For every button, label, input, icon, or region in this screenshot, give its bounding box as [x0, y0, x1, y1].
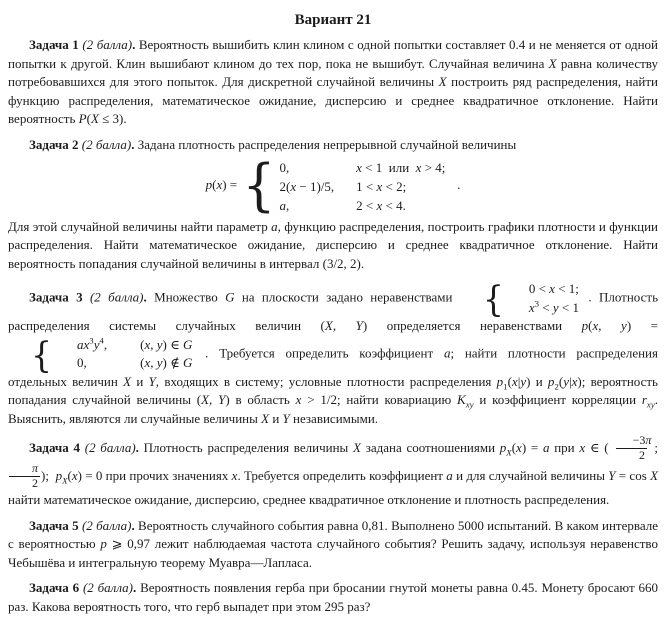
- problem-5-paragraph-1: [8, 517, 658, 573]
- text-run: > 1/2; найти ковариацию: [301, 392, 458, 408]
- text-run: x: [71, 468, 78, 484]
- text-run: ax: [77, 336, 90, 352]
- text-run: < 1: [558, 299, 579, 315]
- text-run: Задача 5: [29, 517, 82, 533]
- cases-cell: [508, 299, 579, 317]
- text-run: ) и: [526, 373, 548, 389]
- cases-rows: [279, 158, 445, 215]
- fraction-numerator: [9, 462, 40, 475]
- text-run: X: [62, 475, 68, 486]
- cases-rows: [56, 336, 192, 373]
- text-run: y: [563, 373, 569, 389]
- text-run: ≤ 3).: [98, 111, 127, 127]
- text-run: 2 <: [356, 197, 377, 213]
- text-run: X: [353, 440, 361, 456]
- text-run: G: [183, 355, 193, 371]
- text-run: xy: [465, 399, 474, 410]
- cases-cell: [356, 177, 445, 196]
- text-run: ) =: [521, 440, 543, 456]
- text-run: ) =: [222, 177, 241, 193]
- text-run: π: [32, 461, 39, 476]
- text-run: < 1;: [554, 281, 579, 297]
- text-run: .: [132, 580, 137, 596]
- text-run: 2: [554, 381, 559, 392]
- text-run: 3: [534, 298, 540, 309]
- text-run: 4: [99, 335, 104, 346]
- text-run: x: [549, 281, 555, 297]
- text-run: Задача 3: [29, 289, 90, 305]
- text-run: равна количеству потребовавшихся для этого попыток. Для дискретной случайной величины: [8, 55, 658, 90]
- text-run: (: [86, 111, 91, 127]
- text-run: .: [131, 136, 135, 152]
- text-run: Задача 6: [29, 580, 83, 596]
- text-run: x: [290, 178, 297, 194]
- text-run: r: [641, 392, 647, 408]
- text-run: X: [438, 74, 447, 90]
- text-run: X, Y: [324, 318, 363, 334]
- cases-cell: [356, 196, 445, 215]
- text-run: p: [100, 536, 107, 552]
- text-run: X: [548, 55, 557, 71]
- text-run: x: [216, 177, 223, 193]
- cases-cell: [279, 196, 334, 215]
- text-run: (: [212, 177, 217, 193]
- text-run: x: [516, 440, 522, 456]
- text-run: x, y: [144, 355, 163, 371]
- text-run: ,: [103, 336, 108, 352]
- text-run: x, y: [592, 318, 627, 334]
- text-run: .: [447, 177, 461, 193]
- text-run: Плотность распределения величины: [138, 440, 354, 456]
- text-run: π: [645, 433, 652, 448]
- text-run: , функцию распределения, построить графики плотности и функции распределения. Найти математическое ожидание, дисперсию и среднее квадратичное отклонение. Найти вероятность попадания случайной величины в интервал (3/2, 2).: [8, 218, 659, 271]
- text-run: Вероятность вышибить клин клином с одной попытки составляет 0.4 и не меняется от одной попытки к другой. Клин вышибают клином до тех пор, пока не вышибут. Случайная величина: [8, 37, 658, 71]
- text-run: <: [539, 299, 553, 315]
- text-run: Y: [608, 468, 616, 484]
- cases-cell: [119, 354, 192, 372]
- text-run: );: [41, 468, 56, 484]
- text-run: ) =: [626, 318, 658, 334]
- text-run: X, Y: [201, 392, 226, 408]
- text-run: x: [571, 373, 578, 389]
- text-run: G: [225, 289, 235, 305]
- text-run: Вероятность появления герба при бросании гнутой монеты равна 0.45. Монету бросают 660 раз. Какова вероятность того, что герб выпадет при этом 295 раз?: [8, 580, 658, 615]
- left-brace-icon: {: [482, 277, 504, 320]
- text-run: Задача 1: [29, 37, 83, 52]
- text-run: x: [511, 373, 518, 389]
- text-run: Y: [282, 410, 290, 426]
- text-run: 0 <: [528, 281, 550, 297]
- text-run: . Требуется определить коэффициент: [194, 345, 444, 361]
- text-run: . Требуется определить коэффициент: [237, 468, 447, 484]
- equation: [205, 153, 461, 219]
- text-run: p: [205, 177, 213, 193]
- text-run: y: [520, 373, 527, 389]
- text-run: y: [552, 299, 559, 315]
- text-run: ⩾ 0,97 лежит наблюдаемая частота случайного события? Решить задачу, используя неравенство Чебышёва и интегральную теорему Муавра—Лапласа.: [8, 536, 658, 570]
- text-run: (2 балла): [89, 289, 144, 305]
- problem-3-paragraph-1: [8, 277, 659, 428]
- text-run: ;: [654, 440, 658, 456]
- text-run: 2: [32, 475, 38, 490]
- text-run: 2: [638, 447, 645, 462]
- text-run: |: [568, 373, 572, 389]
- text-run: .: [132, 37, 136, 52]
- text-run: a: [443, 345, 451, 361]
- text-run: (2 балла): [81, 517, 132, 533]
- problem-2-paragraph-3: [8, 218, 658, 274]
- text-run: ) ∈: [162, 336, 183, 352]
- text-run: P: [78, 111, 87, 127]
- problem-4-paragraph-1: [8, 435, 658, 509]
- document-title: Вариант 21: [294, 12, 372, 28]
- text-run: < 2;: [382, 178, 407, 194]
- text-run: x: [376, 178, 383, 194]
- text-run: x: [295, 392, 302, 408]
- text-run: задана соотношениями: [360, 440, 500, 456]
- fraction-denominator: [9, 476, 40, 490]
- cases-block: [462, 277, 579, 320]
- fraction-denominator: [616, 448, 647, 462]
- text-run: > 4;: [421, 159, 446, 175]
- text-run: и для случайной величины: [452, 468, 609, 484]
- text-run: найти математическое ожидание, дисперсию, среднее квадратичное отклонение и плотность распределения.: [8, 492, 610, 508]
- text-run: Y: [148, 373, 156, 389]
- text-run: Множество: [146, 289, 226, 305]
- cases-cell: [119, 336, 192, 354]
- text-run: Вероятность случайного события равна 0,81. Выполнено 5000 испытаний. В каком интервале с вероятностью: [8, 517, 658, 552]
- text-run: G: [183, 336, 193, 352]
- text-run: и: [131, 373, 149, 389]
- problem-1-paragraph-1: [8, 36, 658, 129]
- cases-cell: [56, 354, 107, 372]
- text-run: p: [581, 318, 589, 334]
- text-run: X: [650, 468, 659, 484]
- text-run: X: [123, 373, 132, 389]
- text-run: x, y: [144, 336, 163, 352]
- cases-cell: [356, 158, 445, 177]
- text-run: p: [496, 373, 504, 389]
- text-run: x: [528, 299, 535, 315]
- text-run: p: [499, 440, 507, 456]
- text-run: Задана плотность распределения непрерывной случайной величины: [134, 136, 517, 152]
- text-run: (: [588, 318, 593, 334]
- text-run: ,: [285, 197, 290, 213]
- text-run: Задача 4: [29, 440, 85, 456]
- cases-cell: [279, 177, 334, 196]
- text-run: ) ∉: [162, 355, 183, 371]
- text-run: x: [579, 440, 586, 456]
- text-run: (: [507, 373, 512, 389]
- text-run: 1: [503, 381, 508, 392]
- text-run: p: [547, 373, 555, 389]
- text-run: ∈ (: [585, 440, 609, 456]
- text-run: p: [55, 468, 63, 484]
- text-run: − 1)/5,: [296, 178, 335, 194]
- text-run: 2(: [279, 178, 291, 194]
- fraction: [610, 434, 654, 462]
- text-run: (2 балла): [84, 440, 136, 456]
- left-brace-icon: {: [31, 333, 52, 376]
- problems: [8, 36, 658, 617]
- text-run: < 1 или: [361, 159, 416, 175]
- text-run: и коэффициент корреляции: [473, 392, 642, 408]
- text-run: = cos: [615, 468, 651, 484]
- text-run: K: [457, 392, 466, 408]
- text-run: , входящих в систему; условные плотности распределения: [155, 373, 497, 389]
- text-run: −3: [632, 433, 646, 448]
- text-run: . Плотность распределения системы случайных величин (: [8, 289, 659, 334]
- text-run: a: [542, 440, 550, 456]
- text-run: ) определяется неравенствами: [362, 318, 582, 334]
- cases-cell: [279, 158, 334, 177]
- text-run: 0,: [77, 355, 87, 371]
- text-run: X: [90, 111, 99, 127]
- text-run: a: [446, 468, 453, 484]
- text-run: ) в область: [225, 392, 296, 408]
- text-run: (: [558, 373, 564, 389]
- text-run: ; найти плотности распределения отдельных величин: [8, 345, 658, 389]
- text-run: x: [356, 159, 362, 175]
- text-run: a: [271, 218, 278, 234]
- cases-block: [242, 153, 446, 219]
- text-run: ) = 0 при прочих значениях: [77, 468, 232, 484]
- text-run: |: [517, 373, 521, 389]
- text-run: .: [131, 517, 135, 533]
- cases-cell: [508, 280, 579, 298]
- text-run: x: [231, 468, 238, 484]
- text-run: 3: [89, 335, 94, 346]
- text-run: (2 балла): [82, 580, 133, 596]
- text-run: a: [279, 197, 286, 213]
- text-run: X: [506, 447, 512, 458]
- text-run: xy: [646, 399, 655, 410]
- text-run: (: [140, 336, 145, 352]
- text-run: 1 <: [356, 178, 377, 194]
- text-run: (: [140, 355, 145, 371]
- text-run: x: [415, 159, 422, 175]
- text-run: и: [269, 410, 283, 426]
- text-run: построить ряд распределения, найти функцию распределения, математическое ожидание, дисперсию и среднее квадратичное отклонение. Найти вероятность: [8, 74, 658, 127]
- text-run: Задача 2: [29, 136, 82, 152]
- text-run: .: [135, 440, 139, 456]
- text-run: y: [93, 336, 100, 352]
- text-run: (: [511, 440, 517, 456]
- fraction-numerator: [610, 434, 654, 447]
- text-run: ); вероятность попадания случайной величины (: [8, 373, 658, 408]
- problem-6-paragraph-1: [8, 579, 658, 616]
- text-run: (2 балла): [81, 136, 132, 152]
- left-brace-icon: {: [242, 153, 276, 219]
- fraction: [9, 462, 40, 490]
- text-run: 0,: [279, 159, 290, 175]
- text-run: < 4.: [382, 197, 406, 213]
- text-run: на плоскости задано неравенствами: [234, 289, 460, 305]
- text-run: (: [67, 468, 72, 484]
- text-run: при: [549, 440, 580, 456]
- text-run: . Выяснить, являются ли случайные величины: [8, 392, 658, 426]
- cases-block: [10, 333, 193, 376]
- text-run: .: [143, 289, 147, 305]
- text-run: Для этой случайной величины найти параметр: [8, 218, 272, 234]
- problem-2-paragraph-2: [8, 153, 658, 219]
- text-run: независимыми.: [289, 410, 379, 426]
- text-run: X: [261, 410, 270, 426]
- cases-rows: [508, 280, 579, 317]
- cases-cell: [56, 336, 107, 354]
- problem-2-paragraph-1: [8, 136, 658, 155]
- text-run: x: [376, 197, 383, 213]
- text-run: (2 балла): [82, 37, 133, 52]
